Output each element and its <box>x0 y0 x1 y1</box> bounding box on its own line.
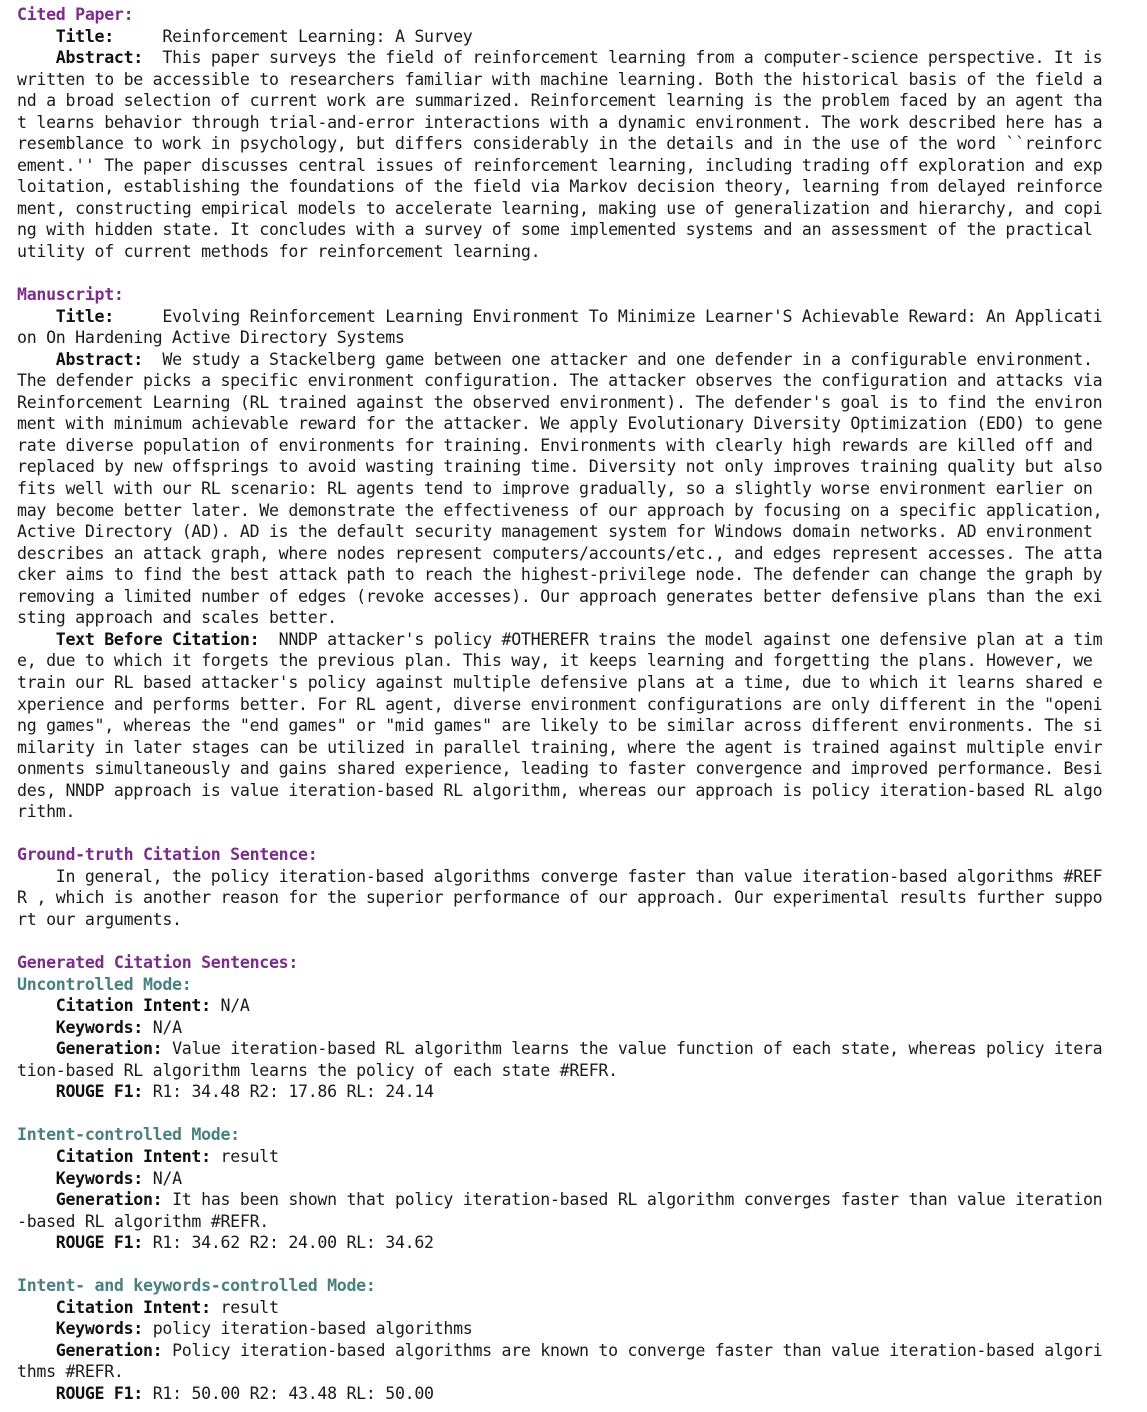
keywords-label: Keywords: <box>55 1168 143 1188</box>
abstract-text: replaced by new offsprings to avoid wasting training time. Diversity not only improves training quality but also <box>17 457 1103 477</box>
keywords-label: Keywords: <box>55 1017 143 1037</box>
cited-paper-title: Reinforcement Learning: A Survey <box>162 26 473 46</box>
generation-line <box>17 1038 1129 1060</box>
rouge-label: ROUGE F1: <box>55 1384 143 1403</box>
spacer <box>17 263 1129 285</box>
mode-heading: Intent- and keywords-controlled Mode: <box>17 1276 376 1296</box>
mode-block-intent-keywords-controlled <box>17 1275 1129 1404</box>
abstract-text: cker aims to find the best attack path to reach the highest-privilege node. The defender can change the graph by <box>17 565 1103 585</box>
rouge-scores: R1: 34.62 R2: 24.00 RL: 34.62 <box>152 1233 434 1253</box>
text-before-citation: rithm. <box>17 802 76 822</box>
intent-value: N/A <box>220 996 250 1016</box>
rouge-label: ROUGE F1: <box>55 1233 143 1253</box>
generation-line <box>17 1189 1129 1211</box>
abstract-text: t learns behavior through trial-and-error interactions with a dynamic environment. The work described here has a <box>17 112 1103 132</box>
abstract-text: nd a broad selection of current work are summarized. Reinforcement learning is the problem faced by an agent tha <box>17 91 1103 111</box>
spacer <box>17 931 1129 953</box>
intent-line <box>17 1146 1129 1168</box>
abstract-text: Reinforcement Learning (RL trained against the observed environment). The defender's goal is to find the environ <box>17 392 1103 412</box>
manuscript-abstract-line <box>17 349 1129 371</box>
generated-section <box>17 952 1129 1404</box>
abstract-text: The defender picks a specific environment configuration. The attacker observes the configuration and attacks via <box>17 371 1103 391</box>
mode-heading: Uncontrolled Mode: <box>17 974 192 994</box>
keywords-value: N/A <box>152 1017 182 1037</box>
abstract-text: removing a limited number of edges (revoke accesses). Our approach generates better defensive plans than the exi <box>17 586 1103 606</box>
rouge-line <box>17 1383 1129 1405</box>
mode-block-uncontrolled <box>17 974 1129 1103</box>
intent-label: Citation Intent: <box>55 996 211 1016</box>
abstract-text: ng with hidden state. It concludes with a survey of some implemented systems and an assessment of the practical <box>17 220 1093 240</box>
intent-label: Citation Intent: <box>55 1146 211 1166</box>
keywords-label: Keywords: <box>55 1319 143 1339</box>
rouge-label: ROUGE F1: <box>55 1082 143 1102</box>
cited-paper-title-line <box>17 26 1129 48</box>
keywords-line <box>17 1318 1129 1340</box>
abstract-text: ement.'' The paper discusses central issues of reinforcement learning, including trading off exploration and exp <box>17 155 1103 175</box>
text-before-citation-label: Text Before Citation: <box>55 629 260 649</box>
rouge-line <box>17 1232 1129 1254</box>
cited-paper-section <box>17 4 1129 263</box>
ground-truth-section <box>17 844 1129 930</box>
cited-paper-heading: Cited Paper: <box>17 5 134 24</box>
generation-label: Generation: <box>55 1340 163 1360</box>
intent-line <box>17 1297 1129 1319</box>
manuscript-heading: Manuscript: <box>17 285 124 305</box>
intent-value: result <box>220 1146 279 1166</box>
manuscript-title-line <box>17 306 1129 328</box>
abstract-text: rate diverse population of environments for training. Environments with clearly high rewards are killed off and <box>17 435 1093 455</box>
keywords-line <box>17 1017 1129 1039</box>
ground-truth-text: R , which is another reason for the superior performance of our approach. Our experimental results further suppo <box>17 888 1103 908</box>
rouge-scores: R1: 34.48 R2: 17.86 RL: 24.14 <box>152 1082 434 1102</box>
abstract-text: sting approach and scales better. <box>17 608 337 628</box>
abstract-text: This paper surveys the field of reinforcement learning from a computer-science perspective. It is <box>162 48 1103 68</box>
text-before-citation-line <box>17 629 1129 651</box>
abstract-text: utility of current methods for reinforcement learning. <box>17 242 541 262</box>
generation-text: thms #REFR. <box>17 1362 124 1382</box>
text-before-citation: ng games", whereas the "end games" or "mid games" are likely to be similar across different environments. The si <box>17 716 1103 736</box>
intent-line <box>17 995 1129 1017</box>
abstract-text: written to be accessible to researchers familiar with machine learning. Both the historical basis of the field a <box>17 69 1103 89</box>
abstract-text: ment, constructing empirical models to accelerate learning, making use of generalization and hierarchy, and copi <box>17 198 1103 218</box>
abstract-text: ment with minimum achievable reward for the attacker. We apply Evolutionary Diversity Optimization (EDO) to gene <box>17 414 1103 434</box>
intent-label: Citation Intent: <box>55 1297 211 1317</box>
manuscript-title: Evolving Reinforcement Learning Environment To Minimize Learner'S Achievable Reward: An Applicati <box>162 306 1103 326</box>
citation-report <box>17 4 1129 1405</box>
ground-truth-text: In general, the policy iteration-based algorithms converge faster than value iteration-based algorithms #REF <box>55 866 1103 886</box>
spacer <box>17 1103 1129 1125</box>
title-label: Title: <box>55 306 114 326</box>
keywords-value: policy iteration-based algorithms <box>152 1319 473 1339</box>
text-before-citation: e, due to which it forgets the previous plan. This way, it keeps learning and forgetting the plans. However, we <box>17 651 1093 671</box>
abstract-label: Abstract: <box>55 349 143 369</box>
intent-value: result <box>220 1297 279 1317</box>
manuscript-title: on On Hardening Active Directory Systems <box>17 328 405 348</box>
abstract-text: describes an attack graph, where nodes represent computers/accounts/etc., and edges represent accesses. The atta <box>17 543 1103 563</box>
title-label: Title: <box>55 26 114 46</box>
mode-heading: Intent-controlled Mode: <box>17 1125 240 1145</box>
keywords-line <box>17 1168 1129 1190</box>
text-before-citation: NNDP attacker's policy #OTHEREFR trains the model against one defensive plan at a tim <box>278 629 1103 649</box>
text-before-citation: xperience and performs better. For RL agent, diverse environment configurations are only different in the "openi <box>17 694 1103 714</box>
spacer <box>17 1254 1129 1276</box>
abstract-text: We study a Stackelberg game between one attacker and one defender in a configurable environment. <box>162 349 1093 369</box>
mode-block-intent-controlled <box>17 1124 1129 1253</box>
generated-heading: Generated Citation Sentences: <box>17 953 299 973</box>
abstract-text: resemblance to work in psychology, but differs considerably in the details and in the use of the word ``reinforc <box>17 134 1103 154</box>
abstract-label: Abstract: <box>55 48 143 68</box>
text-before-citation: milarity in later stages can be utilized in parallel training, where the agent is trained against multiple envir <box>17 737 1103 757</box>
generation-text: tion-based RL algorithm learns the policy of each state #REFR. <box>17 1060 618 1080</box>
abstract-text: Active Directory (AD). AD is the default security management system for Windows domain networks. AD environment <box>17 522 1093 542</box>
rouge-scores: R1: 50.00 R2: 43.48 RL: 50.00 <box>152 1384 434 1403</box>
ground-truth-text: rt our arguments. <box>17 909 182 929</box>
generation-label: Generation: <box>55 1190 163 1210</box>
generation-text: -based RL algorithm #REFR. <box>17 1211 269 1231</box>
text-before-citation: des, NNDP approach is value iteration-based RL algorithm, whereas our approach is policy iteration-based RL algo <box>17 780 1103 800</box>
spacer <box>17 823 1129 845</box>
generation-text: It has been shown that policy iteration-based RL algorithm converges faster than value iteration <box>172 1190 1103 1210</box>
text-before-citation: onments simultaneously and gains shared experience, leading to faster convergence and improved performance. Besi <box>17 759 1103 779</box>
ground-truth-heading: Ground-truth Citation Sentence: <box>17 845 318 865</box>
generation-text: Policy iteration-based algorithms are known to converge faster than value iteration-based algori <box>172 1340 1103 1360</box>
abstract-text: loitation, establishing the foundations of the field via Markov decision theory, learning from delayed reinforce <box>17 177 1103 197</box>
abstract-text: fits well with our RL scenario: RL agents tend to improve gradually, so a slightly worse environment earlier on <box>17 479 1093 499</box>
keywords-value: N/A <box>152 1168 182 1188</box>
generation-text: Value iteration-based RL algorithm learns the value function of each state, whereas policy itera <box>172 1039 1103 1059</box>
cited-paper-abstract-line <box>17 47 1129 69</box>
generation-line <box>17 1340 1129 1362</box>
rouge-line <box>17 1081 1129 1103</box>
abstract-text: may become better later. We demonstrate the effectiveness of our approach by focusing on a specific application, <box>17 500 1103 520</box>
manuscript-section <box>17 284 1129 823</box>
ground-truth-line <box>17 866 1129 888</box>
generation-label: Generation: <box>55 1039 163 1059</box>
text-before-citation: train our RL based attacker's policy against multiple defensive plans at a time, due to which it learns shared e <box>17 672 1103 692</box>
